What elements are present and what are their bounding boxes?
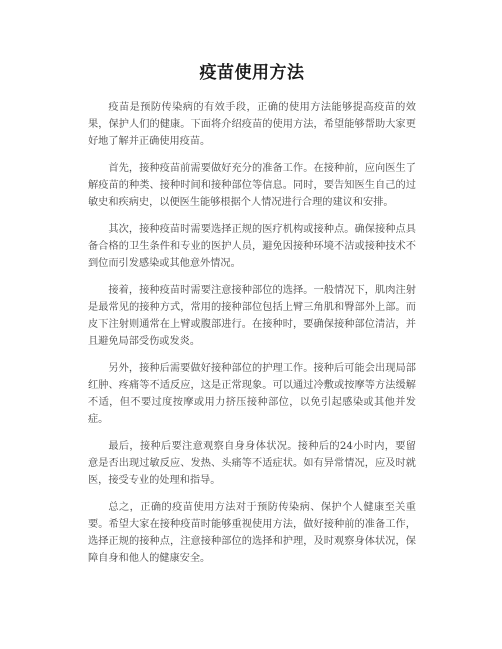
- page-title: 疫苗使用方法: [199, 63, 305, 83]
- paragraph-injection-site: 接着，接种疫苗时需要注意接种部位的选择。一般情况下，肌肉注射是最常见的接种方式，常用的接种部位包括上臂三角肌和臀部外上部。而皮下注射则通常在上臂或腹部进行。在接种时，要确保接种部位清洁，并且避免局部受伤或发炎。: [88, 285, 416, 347]
- paragraph-aftercare: 另外，接种后需要做好接种部位的护理工作。接种后可能会出现局部红肿、疼痛等不适反应，这是正常现象。可以通过冷敷或按摩等方法缓解不适，但不要过度按摩或用力挤压接种部位，以免引起感染或其他并发症。: [88, 363, 416, 425]
- paragraph-conclusion: 总之，正确的疫苗使用方法对于预防传染病、保护个人健康至关重要。希望大家在接种疫苗时能够重视使用方法，做好接种前的准备工作，选择正规的接种点，注意接种部位的选择和护理，及时观察身体状况，保障自身和他人的健康安全。: [88, 502, 416, 564]
- paragraph-observation: 最后，接种后要注意观察自身身体状况。接种后的24小时内，要留意是否出现过敏反应、发热、头痛等不适症状。如有异常情况，应及时就医，接受专业的处理和指导。: [88, 441, 416, 486]
- paragraph-clinic-choice: 其次，接种疫苗时需要选择正规的医疗机构或接种点。确保接种点具备合格的卫生条件和专业的医护人员，避免因接种环境不洁或接种技术不到位而引发感染或其他意外情况。: [88, 224, 416, 269]
- paragraph-intro: 疫苗是预防传染病的有效手段，正确的使用方法能够提高疫苗的效果，保护人们的健康。下面将介绍疫苗的使用方法，希望能够帮助大家更好地了解并正确使用疫苗。: [88, 102, 416, 147]
- paragraph-preparation: 首先，接种疫苗前需要做好充分的准备工作。在接种前，应向医生了解疫苗的种类、接种时间和接种部位等信息。同时，要告知医生自己的过敏史和疾病史，以便医生能够根据个人情况进行合理的建议和安排。: [88, 163, 416, 208]
